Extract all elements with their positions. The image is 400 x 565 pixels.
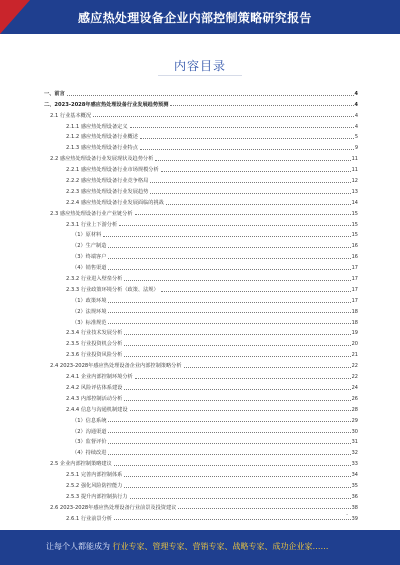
- toc-entry-leader: [130, 498, 351, 499]
- report-footer: [0, 530, 400, 565]
- toc-entry-label: 2.5.2 强化风险防控能力: [66, 482, 123, 489]
- toc-entry-label: 2.5.1 完善内部控制体系: [66, 472, 123, 479]
- toc-entry-leader: [184, 367, 351, 368]
- toc-entry[interactable]: [44, 86, 358, 97]
- toc-entry-page: 4: [354, 101, 358, 108]
- toc-entry-page: 36: [351, 493, 358, 500]
- toc-entry-page: 11: [351, 167, 358, 174]
- toc-entry-leader: [161, 291, 351, 292]
- toc-entry[interactable]: [44, 380, 358, 391]
- toc-entry-page: 28: [351, 406, 358, 413]
- toc-entry[interactable]: [44, 206, 358, 217]
- toc-entry[interactable]: [44, 511, 358, 522]
- toc-entry-page: 33: [351, 461, 358, 468]
- toc-entry[interactable]: [44, 445, 358, 456]
- toc-entry-label: （4）持续改进: [72, 450, 107, 457]
- toc-entry-leader: [108, 421, 350, 422]
- toc-entry[interactable]: [44, 293, 358, 304]
- toc-entry-label: （1）政策环境: [72, 297, 107, 304]
- toc-entry-label: 2.3.1 行业上下游分析: [66, 221, 118, 228]
- toc-entry-label: 2.6.1 行业前景分析: [66, 515, 112, 522]
- toc-entry-leader: [135, 378, 351, 379]
- toc-entry-leader: [130, 410, 351, 411]
- toc-entry-label: 2.3.6 行业投资风险分析: [66, 352, 123, 359]
- toc-entry-leader: [124, 400, 350, 401]
- toc-entry-label: （2）沟通渠道: [72, 428, 107, 435]
- toc-entry-label: 2.4 2023-2028年感应热处理设备企业内部控制策略分析: [50, 363, 182, 370]
- toc-entry[interactable]: [44, 228, 358, 239]
- toc-entry[interactable]: [44, 184, 358, 195]
- toc-entry-leader: [124, 476, 350, 477]
- toc-entry[interactable]: [44, 456, 358, 467]
- toc-entry[interactable]: [44, 140, 358, 151]
- toc-entry-label: 2.2 感应热处理设备行业发展现状及趋势分析: [50, 156, 154, 163]
- toc-entry-label: 2.4.1 企业内部控制环境分析: [66, 374, 133, 381]
- toc-entry-page: 15: [351, 221, 358, 228]
- toc-entry[interactable]: [44, 336, 358, 347]
- toc-entry-page: 32: [351, 450, 358, 457]
- toc-entry-page: 18: [351, 308, 358, 315]
- toc-entry[interactable]: [44, 162, 358, 173]
- toc-entry-label: 2.4.4 信息与沟通机制建设: [66, 406, 128, 413]
- toc-entry-label: （3）标准规范: [72, 319, 107, 326]
- toc-entry-leader: [114, 465, 351, 466]
- toc-entry-leader: [124, 334, 350, 335]
- toc-entry-page: 16: [351, 243, 358, 250]
- toc-entry-page: 12: [351, 178, 358, 185]
- toc-entry-leader: [178, 508, 350, 509]
- toc-entry[interactable]: [44, 489, 358, 500]
- toc-entry-label: 2.5 企业内部控制策略建议: [50, 461, 112, 468]
- toc-entry[interactable]: [44, 467, 358, 478]
- toc-entry-leader: [155, 160, 350, 161]
- toc-entry[interactable]: [44, 130, 358, 141]
- toc-entry-leader: [103, 236, 350, 237]
- footer-slogan-lead: 让每个人都能成为: [46, 542, 110, 551]
- toc-entry-leader: [119, 225, 350, 226]
- toc-entry-leader: [124, 280, 350, 281]
- toc-title: 内容目录: [173, 59, 226, 73]
- toc-entry[interactable]: [44, 402, 358, 413]
- toc-entry-leader: [130, 127, 354, 128]
- toc-entry[interactable]: [44, 97, 358, 108]
- toc-entry[interactable]: [44, 173, 358, 184]
- toc-entry[interactable]: [44, 151, 358, 162]
- toc-entry-page: 38: [351, 504, 358, 511]
- toc-entry-leader: [135, 214, 351, 215]
- toc-entry-label: （3）终端客户: [72, 254, 107, 261]
- table-of-contents: [44, 86, 358, 522]
- toc-entry-page: 21: [351, 352, 358, 359]
- toc-entry[interactable]: [44, 108, 358, 119]
- toc-entry[interactable]: [44, 391, 358, 402]
- toc-entry-page: 13: [351, 188, 358, 195]
- toc-entry-leader: [140, 149, 354, 150]
- toc-entry-label: 二、2023-2028年感应热处理设备行业发展趋势预测: [44, 101, 169, 108]
- toc-entry-leader: [67, 95, 354, 96]
- toc-entry-leader: [108, 312, 350, 313]
- toc-entry-leader: [114, 519, 351, 520]
- toc-entry-page: 35: [351, 482, 358, 489]
- toc-title-divider: [158, 75, 242, 76]
- toc-entry-label: 2.2.4 感应热处理设备行业发展面临的挑战: [66, 199, 164, 206]
- toc-entry-page: 17: [351, 297, 358, 304]
- toc-entry-page: 24: [351, 384, 358, 391]
- toc-entry-label: 2.1 行业基本概况: [50, 112, 92, 119]
- toc-entry-label: （2）生产制造: [72, 243, 107, 250]
- page-marker: -: [346, 511, 349, 518]
- toc-entry-label: （4）销售渠道: [72, 265, 107, 272]
- toc-entry-page: 9: [354, 145, 358, 152]
- toc-entry-label: 2.5.3 提升内部控制执行力: [66, 493, 128, 500]
- toc-entry-leader: [150, 193, 350, 194]
- toc-entry-leader: [170, 105, 353, 106]
- toc-entry-label: 2.3.4 行业技术发展分析: [66, 330, 123, 337]
- toc-entry-leader: [93, 116, 354, 117]
- toc-entry-leader: [166, 204, 351, 205]
- toc-entry-page: 22: [351, 374, 358, 381]
- toc-entry-label: （1）原材料: [72, 232, 102, 239]
- toc-entry[interactable]: [44, 249, 358, 260]
- toc-entry-label: 一、前言: [44, 90, 65, 97]
- toc-entry[interactable]: [44, 326, 358, 337]
- toc-entry-page: 18: [351, 319, 358, 326]
- toc-entry-page: 14: [351, 199, 358, 206]
- toc-entry-label: 2.1.1 感应热处理设备定义: [66, 123, 128, 130]
- toc-entry[interactable]: [44, 478, 358, 489]
- toc-entry-label: 2.2.3 感应热处理设备行业发展趋势: [66, 188, 149, 195]
- toc-entry-page: 5: [354, 134, 358, 141]
- toc-entry-page: 17: [351, 265, 358, 272]
- toc-entry-page: 39: [351, 515, 358, 522]
- toc-entry-leader: [161, 171, 351, 172]
- toc-entry-label: 2.4.2 风险评估体系建设: [66, 384, 123, 391]
- toc-entry-page: 15: [351, 210, 358, 217]
- toc-entry-page: 22: [351, 363, 358, 370]
- toc-entry-label: （1）信息系统: [72, 417, 107, 424]
- toc-entry-label: 2.3.3 行业政策环境分析（政策、法规）: [66, 286, 159, 293]
- toc-entry-label: 2.1.3 感应热处理设备行业特点: [66, 145, 138, 152]
- report-header: [0, 0, 400, 34]
- toc-entry[interactable]: [44, 238, 358, 249]
- toc-entry[interactable]: [44, 347, 358, 358]
- toc-entry[interactable]: [44, 500, 358, 511]
- toc-entry-leader: [108, 302, 350, 303]
- report-title: 感应热处理设备企业内部控制策略研究报告: [78, 11, 312, 25]
- toc-entry-label: （2）法规环境: [72, 308, 107, 315]
- toc-entry-page: 4: [354, 123, 358, 130]
- toc-entry-leader: [108, 323, 350, 324]
- toc-entry[interactable]: [44, 195, 358, 206]
- toc-entry-leader: [124, 345, 350, 346]
- toc-entry-label: 2.2.2 感应热处理设备行业竞争格局: [66, 178, 149, 185]
- toc-entry-page: 17: [351, 286, 358, 293]
- toc-entry-page: 4: [354, 90, 358, 97]
- toc-entry[interactable]: [44, 413, 358, 424]
- toc-entry[interactable]: [44, 424, 358, 435]
- toc-entry-page: 19: [351, 330, 358, 337]
- toc-entry-label: 2.3 感应热处理设备行业产业链分析: [50, 210, 133, 217]
- toc-entry-leader: [140, 138, 354, 139]
- toc-entry-page: 26: [351, 395, 358, 402]
- toc-entry-label: 2.2.1 感应热处理设备行业市场规模分析: [66, 167, 159, 174]
- toc-entry-leader: [124, 389, 350, 390]
- toc-entry-leader: [124, 356, 350, 357]
- toc-entry-page: 34: [351, 472, 358, 479]
- toc-entry-page: 31: [351, 439, 358, 446]
- toc-entry[interactable]: [44, 304, 358, 315]
- toc-entry-leader: [124, 487, 350, 488]
- toc-entry-page: 17: [351, 276, 358, 283]
- toc-entry-page: 11: [351, 156, 358, 163]
- toc-entry[interactable]: [44, 282, 358, 293]
- toc-entry[interactable]: [44, 217, 358, 228]
- header-corner-accent: [0, 0, 30, 34]
- toc-entry-label: 2.4.3 内部控制活动分析: [66, 395, 123, 402]
- toc-entry-leader: [108, 258, 350, 259]
- toc-entry[interactable]: [44, 119, 358, 130]
- footer-slogan: [46, 541, 329, 552]
- toc-entry-label: （3）监督评价: [72, 439, 107, 446]
- footer-slogan-tags: 行业专家、管理专家、营销专家、战略专家、成功企业家……: [112, 542, 329, 551]
- toc-entry-leader: [108, 247, 350, 248]
- toc-entry[interactable]: [44, 435, 358, 446]
- toc-entry[interactable]: [44, 315, 358, 326]
- toc-entry-leader: [108, 269, 350, 270]
- toc-entry-page: 29: [351, 417, 358, 424]
- toc-entry[interactable]: [44, 271, 358, 282]
- toc-entry[interactable]: [44, 358, 358, 369]
- toc-entry-page: 15: [351, 232, 358, 239]
- toc-entry-label: 2.3.5 行业投资机会分析: [66, 341, 123, 348]
- toc-entry[interactable]: [44, 369, 358, 380]
- toc-entry-page: 20: [351, 341, 358, 348]
- toc-entry-label: 2.6 2023-2028年感应热处理设备行业前景及投资建议: [50, 504, 177, 511]
- toc-entry-page: 30: [351, 428, 358, 435]
- toc-entry-page: 4: [354, 112, 358, 119]
- toc-entry-label: 2.3.2 行业进入壁垒分析: [66, 276, 123, 283]
- toc-entry-leader: [108, 432, 350, 433]
- toc-entry-label: 2.1.2 感应热处理设备行业概述: [66, 134, 138, 141]
- toc-entry-page: 16: [351, 254, 358, 261]
- toc-entry[interactable]: [44, 260, 358, 271]
- toc-entry-leader: [108, 454, 350, 455]
- toc-entry-leader: [108, 443, 350, 444]
- toc-entry-leader: [150, 182, 350, 183]
